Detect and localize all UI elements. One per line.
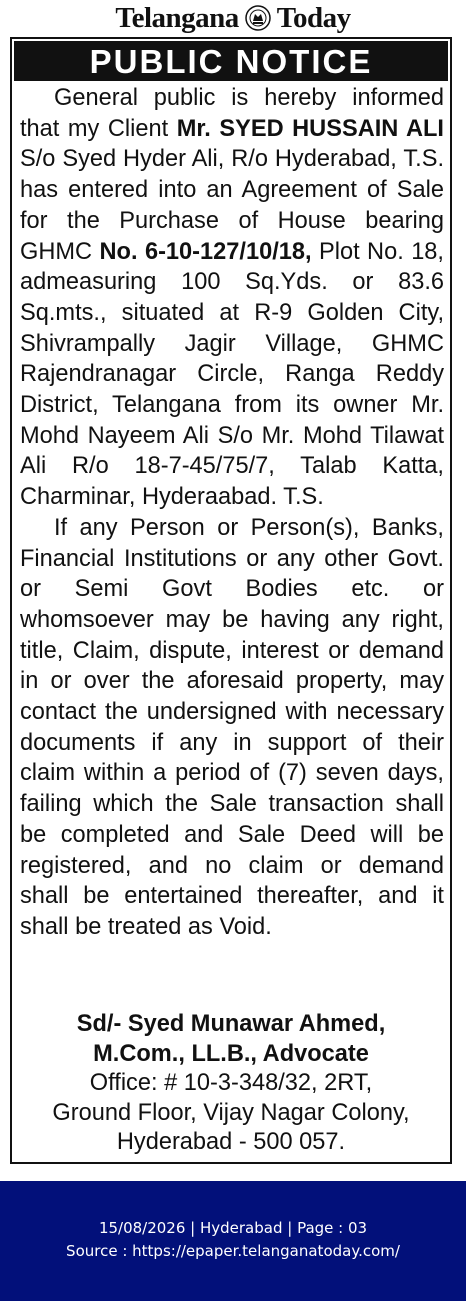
seal-icon [245, 5, 271, 31]
client-name: Mr. SYED HUSSAIN ALI [176, 115, 444, 142]
public-notice-box [10, 37, 452, 1164]
notice-body [20, 83, 444, 943]
signature-qualification: M.Com., LL.B., Advocate [93, 1040, 369, 1067]
masthead [0, 0, 466, 36]
masthead-title-left: Telangana [115, 1, 239, 34]
source-footer [0, 1181, 466, 1301]
paragraph-1-text-c: Plot No. 18, admeasuring 100 Sq.Yds. or 83.6 Sq.mts., situated at R-9 Golden City, Shivrampally Jagir Village, GHMC Rajendranagar Circle, Ranga Reddy District, Telangana from its owner Mr. Mohd Nayeem Ali S/o Mr. Mohd Tilawat Ali R/o 18-7-45/75/7, Talab Katta, Charminar, Hyderaabad. T.S. [20, 238, 444, 511]
signature-city: Hyderabad - 500 057. [116, 1129, 346, 1155]
paragraph-1-text-a: General public is hereby informed that my Client [20, 85, 444, 142]
house-number: No. 6-10-127/10/18, [99, 238, 312, 265]
footer-date-page: 15/08/2026 | Hyderabad | Page : 03 [98, 1219, 368, 1237]
signature-office: Office: # 10-3-348/32, 2RT, [89, 1070, 373, 1096]
advocate-signature [12, 1010, 450, 1158]
paragraph-1-text-b: S/o Syed Hyder Ali, R/o Hyderabad, T.S. has entered into an Agreement of Sale for the Purchase of House bearing GHMC [20, 146, 444, 265]
notice-heading: PUBLIC NOTICE [14, 41, 448, 81]
signature-address: Ground Floor, Vijay Nagar Colony, [52, 1099, 410, 1126]
signature-name: Sd/- Syed Munawar Ahmed, [76, 1011, 386, 1037]
notice-paragraph-1 [20, 83, 444, 513]
masthead-title-right: Today [276, 1, 351, 34]
footer-source-link[interactable]: Source : https://epaper.telanganatoday.com/ [66, 1242, 400, 1260]
notice-paragraph-2: If any Person or Person(s), Banks, Financial Institutions or any other Govt. or Semi Govt Bodies etc. or whomsoever may be having any right, title, Claim, dispute, interest or demand in or over the aforesaid property, may contact the undersigned with necessary documents if any in support of their claim within a period of (7) seven days, failing which the Sale transaction shall be completed and Sale Deed will be registered, and no claim or demand shall be entertained thereafter, and it shall be treated as Void. [20, 514, 444, 940]
